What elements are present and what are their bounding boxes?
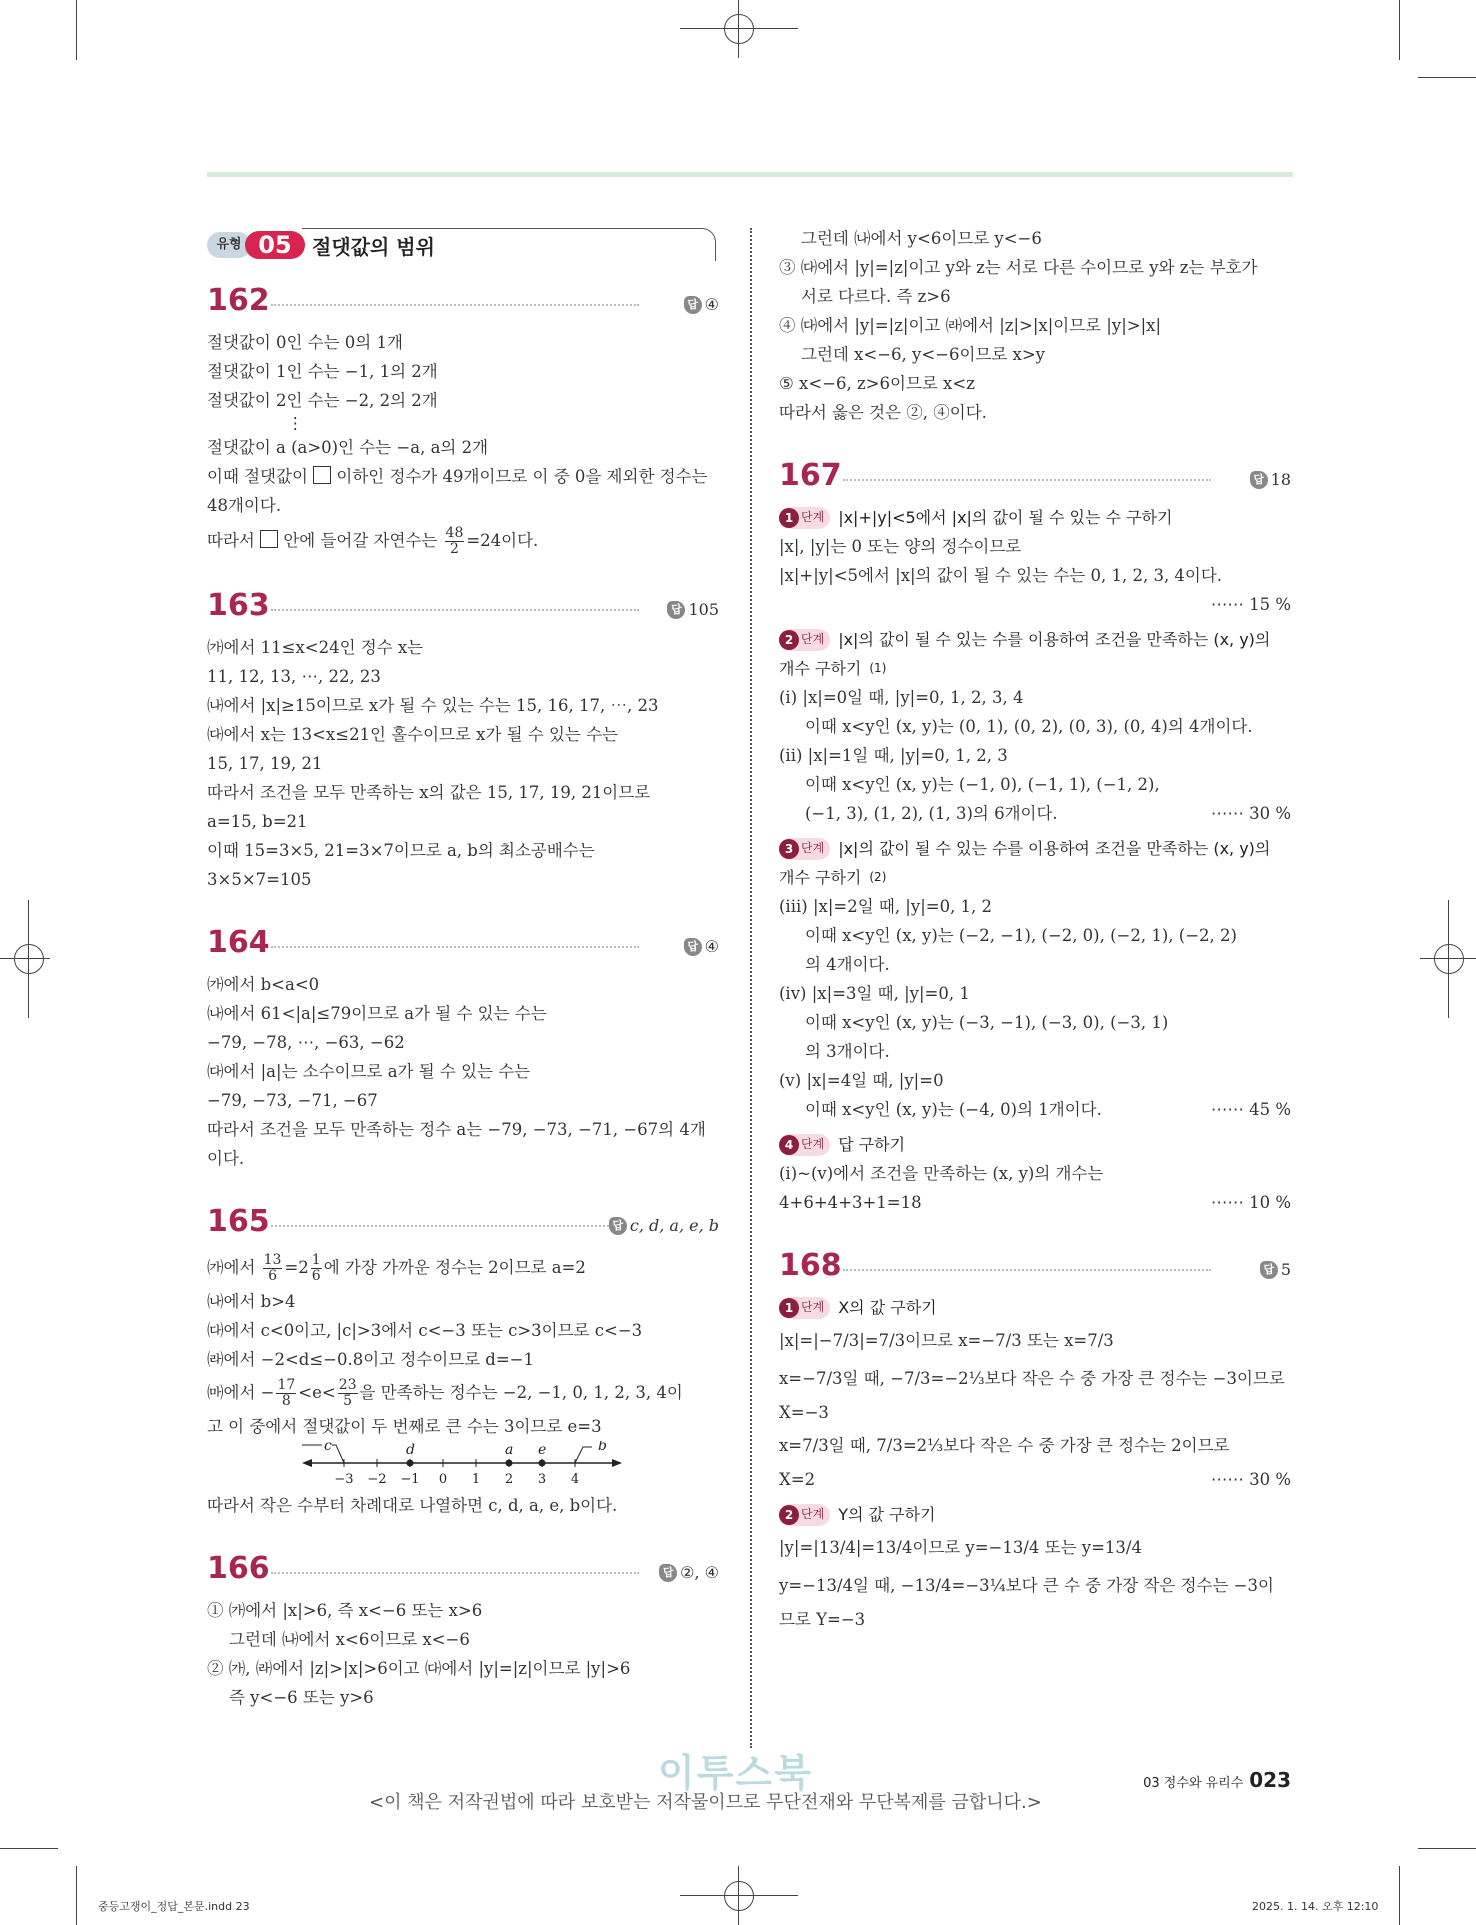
text-line: 따라서 조건을 모두 만족하는 x의 값은 15, 17, 19, 21이므로 xyxy=(207,783,651,802)
number-line-diagram xyxy=(302,1441,622,1491)
copyright-notice: <이 책은 저작권법에 따라 보호받는 저작물이므로 무단전재와 무단복제를 금합니다.> xyxy=(369,1792,1042,1813)
problem-number: 166 xyxy=(207,1551,270,1586)
problem-number: 167 xyxy=(779,458,842,493)
text-line: 이때 x<y인 (x, y)는 (−1, 0), (−1, 1), (−1, 2), xyxy=(805,775,1160,794)
answer xyxy=(1260,1255,1291,1284)
answer-value: ②, ④ xyxy=(680,1563,719,1582)
dotted-leader xyxy=(843,479,1211,481)
svg-text:c: c xyxy=(324,1441,332,1454)
text-line: 48개이다. xyxy=(207,496,282,515)
text-line: ⑤ x<−6, z>6이므로 x<z xyxy=(779,374,975,393)
text-line xyxy=(207,526,719,557)
text-line: (iii) |x|=2일 때, |y|=0, 1, 2 xyxy=(779,897,993,916)
fraction: $\frac{48}{2}$ xyxy=(445,525,464,557)
column-divider xyxy=(750,228,752,1748)
blank-box xyxy=(313,466,331,484)
step-title-continued: 개수 구하기 (1) xyxy=(779,659,887,678)
answer xyxy=(667,595,719,624)
text-line: 이때 15=3×5, 21=3×7이므로 a, b의 최소공배수는 xyxy=(207,841,595,860)
problem-162 xyxy=(207,280,719,557)
dotted-leader xyxy=(271,1225,609,1227)
text-line: 즉 y<−6 또는 y>6 xyxy=(229,1688,374,1707)
answer-icon: 답 xyxy=(684,938,702,956)
text-line: ㈏에서 |x|≥15이므로 x가 될 수 있는 수는 15, 16, 17, ⋯, 23 xyxy=(207,696,659,715)
step-badge: 1 단계 xyxy=(779,1297,830,1319)
step-title-continued: 개수 구하기 (2) xyxy=(779,868,887,887)
text-line: 그런데 ㈏에서 x<6이므로 x<−6 xyxy=(229,1630,470,1649)
step-2-heading xyxy=(779,1500,1291,1529)
dotted-leader xyxy=(843,1269,1211,1271)
svg-text:3: 3 xyxy=(537,1472,547,1487)
text-line: 따라서 작은 수부터 차례대로 나열하면 c, d, a, e, b이다. xyxy=(207,1496,618,1515)
registration-mark-icon xyxy=(724,1881,754,1911)
score-percent: ⋯⋯ 10 % xyxy=(1210,1193,1291,1212)
text-line: 절댓값이 1인 수는 −1, 1의 2개 xyxy=(207,362,438,381)
text-line: ㈏에서 61<|a|≤79이므로 a가 될 수 있는 수는 xyxy=(207,1004,547,1023)
svg-text:d: d xyxy=(406,1442,415,1458)
text-line: 따라서 조건을 모두 만족하는 정수 a는 −79, −73, −71, −67의 4개 xyxy=(207,1120,706,1139)
registration-mark-icon xyxy=(14,944,44,974)
problem-167 xyxy=(779,455,1291,1217)
text-line: ㈎에서 11≤x<24인 정수 x는 xyxy=(207,638,424,657)
text-line: 따라서 옳은 것은 ②, ④이다. xyxy=(779,403,987,422)
step-4-heading xyxy=(779,1130,1291,1159)
step-title: |x|+|y|<5에서 |x|의 값이 될 수 있는 수 구하기 xyxy=(838,508,1173,527)
crop-mark xyxy=(1399,1866,1400,1925)
problem-168 xyxy=(779,1245,1291,1634)
text-line: 므로 Y=−3 xyxy=(779,1610,866,1629)
file-slug: 중등고쟁이_정답_본문.indd 23 xyxy=(98,1900,250,1913)
text-line: 의 3개이다. xyxy=(805,1042,890,1061)
text-line: |x|+|y|<5에서 |x|의 값이 될 수 있는 수는 0, 1, 2, 3, 4이다. xyxy=(779,566,1223,585)
problem-number: 163 xyxy=(207,588,270,623)
problem-163 xyxy=(207,585,719,894)
text-line: (i) |x|=0일 때, |y|=0, 1, 2, 3, 4 xyxy=(779,688,1024,707)
step-3-heading xyxy=(779,834,1291,863)
vertical-ellipsis: ⋮ xyxy=(287,414,304,433)
answer-icon: 답 xyxy=(659,1564,677,1582)
number-line-icon xyxy=(302,1441,622,1491)
text-line: 15, 17, 19, 21 xyxy=(207,754,323,773)
answer-icon: 답 xyxy=(1250,471,1268,489)
svg-text:1: 1 xyxy=(471,1472,481,1487)
text-line: x=7/3일 때, 7/3=2⅓보다 작은 수 중 가장 큰 정수는 2이므로 xyxy=(779,1436,1230,1455)
answer xyxy=(609,1211,719,1240)
svg-text:2: 2 xyxy=(504,1472,514,1487)
dotted-leader xyxy=(271,609,639,611)
answer-icon: 답 xyxy=(684,296,702,314)
text-line: 이때 x<y인 (x, y)는 (−3, −1), (−3, 0), (−3, 1) xyxy=(805,1013,1169,1032)
section-title: 절댓값의 범위 xyxy=(312,235,435,259)
step-badge: 2 단계 xyxy=(779,629,830,651)
problem-number: 165 xyxy=(207,1204,270,1239)
text-line: 11, 12, 13, ⋯, 22, 23 xyxy=(207,667,381,686)
crop-mark xyxy=(1399,0,1400,60)
problem-number: 168 xyxy=(779,1248,842,1283)
text: 이때 절댓값이 xyxy=(207,467,308,486)
answer-icon: 답 xyxy=(1260,1261,1278,1279)
text-line: ④ ㈐에서 |y|=|z|이고 ㈑에서 |z|>|x|이므로 |y|>|x| xyxy=(779,316,1162,335)
step-title: 답 구하기 xyxy=(838,1135,906,1154)
step-title: |x|의 값이 될 수 있는 수를 이용하여 조건을 만족하는 (x, y)의 xyxy=(838,839,1271,858)
text-line: X=2 ⋯⋯ 30 % xyxy=(779,1465,1291,1494)
score-percent: ⋯⋯ 15 % xyxy=(1210,595,1291,614)
text-line: y=−13/4일 때, −13/4=−3¼보다 큰 수 중 가장 작은 정수는 −3이 xyxy=(779,1576,1274,1595)
registration-mark-icon xyxy=(1434,944,1464,974)
text-line: 그런데 ㈏에서 y<6이므로 y<−6 xyxy=(801,229,1042,248)
text-line: ㈐에서 x는 13<x≤21인 홀수이므로 x가 될 수 있는 수는 xyxy=(207,725,619,744)
score-percent: ⋯⋯ 30 % xyxy=(1210,804,1291,823)
crop-mark xyxy=(76,1866,77,1925)
type-number-pill: 05 xyxy=(245,231,305,259)
svg-text:0: 0 xyxy=(438,1472,448,1487)
text-line: x=−7/3일 때, −7/3=−2⅓보다 작은 수 중 가장 큰 정수는 −3이므로 xyxy=(779,1369,1285,1388)
text-line: (−1, 3), (1, 2), (1, 3)의 6개이다. ⋯⋯ 30 % xyxy=(779,799,1291,828)
dotted-leader xyxy=(271,304,639,306)
text-line: 절댓값이 a (a>0)인 수는 −a, a의 2개 xyxy=(207,438,489,457)
text-line: −79, −78, ⋯, −63, −62 xyxy=(207,1033,405,1052)
svg-text:b: b xyxy=(598,1441,607,1454)
score-percent: ⋯⋯ 30 % xyxy=(1210,1470,1291,1489)
text-line: |y|=|13/4|=13/4이므로 y=−13/4 또는 y=13/4 xyxy=(779,1538,1142,1557)
blank-box xyxy=(260,530,278,548)
text-line: ㈐에서 |a|는 소수이므로 a가 될 수 있는 수는 xyxy=(207,1062,531,1081)
text-line: 절댓값이 2인 수는 −2, 2의 2개 xyxy=(207,391,438,410)
text: 이하인 정수가 49개이므로 이 중 0을 제외한 정수는 xyxy=(336,467,708,486)
dotted-leader xyxy=(271,1572,639,1574)
step-title: |x|의 값이 될 수 있는 수를 이용하여 조건을 만족하는 (x, y)의 xyxy=(838,630,1271,649)
text-line: 서로 다르다. 즉 z>6 xyxy=(801,287,951,306)
text-line: ㈎에서 b<a<0 xyxy=(207,975,320,994)
text-line: −79, −73, −71, −67 xyxy=(207,1091,378,1110)
text-line: (iv) |x|=3일 때, |y|=0, 1 xyxy=(779,984,970,1003)
text: 따라서 xyxy=(207,531,255,550)
top-rule xyxy=(207,172,1293,177)
crop-mark xyxy=(1418,77,1476,78)
answer xyxy=(659,1558,719,1587)
step-1-heading xyxy=(779,1293,1291,1322)
text-line: ③ ㈐에서 |y|=|z|이고 y와 z는 서로 다른 수이므로 y와 z는 부호가 xyxy=(779,258,1258,277)
section-header xyxy=(207,228,719,264)
registration-mark-icon xyxy=(724,14,754,44)
text-line: 이때 x<y인 (x, y)는 (−4, 0)의 1개이다. ⋯⋯ 45 % xyxy=(779,1095,1291,1124)
text-line: ② ㈎, ㈑에서 |z|>|x|>6이고 ㈐에서 |y|=|z|이므로 |y|>6 xyxy=(207,1659,631,1678)
answer-value: 105 xyxy=(688,600,719,619)
answer-value: 18 xyxy=(1270,470,1291,489)
problem-166 xyxy=(207,1548,719,1712)
text-line: 4+6+4+3+1=18 ⋯⋯ 10 % xyxy=(779,1188,1291,1217)
text-line: 절댓값이 0인 수는 0의 1개 xyxy=(207,333,403,352)
answer-icon: 답 xyxy=(667,601,685,619)
text: =24이다. xyxy=(466,531,539,550)
text-line: (i)~(v)에서 조건을 만족하는 (x, y)의 개수는 xyxy=(779,1164,1104,1183)
publisher-watermark: 이투스북 xyxy=(658,1751,813,1795)
svg-text:e: e xyxy=(538,1442,547,1458)
step-badge: 1 단계 xyxy=(779,507,830,529)
step-title: X의 값 구하기 xyxy=(838,1298,937,1317)
answer-icon: 답 xyxy=(609,1217,627,1235)
text-line: ㈒에서 − $\frac{17}{8}$ <e< $\frac{23}{5}$ 을 만족하는 정수는 −2, −1, 0, 1, 2, 3, 4이 xyxy=(207,1377,683,1409)
text-line: 의 4개이다. xyxy=(805,955,890,974)
text-line: (v) |x|=4일 때, |y|=0 xyxy=(779,1071,944,1090)
crop-mark xyxy=(76,0,77,60)
svg-text:−2: −2 xyxy=(367,1472,387,1487)
crop-mark xyxy=(1418,1848,1476,1849)
answer-value: ④ xyxy=(704,295,719,314)
step-badge: 4 단계 xyxy=(779,1134,830,1156)
problem-166-continued xyxy=(779,224,1291,427)
text-line: ㈑에서 −2<d≤−0.8이고 정수이므로 d=−1 xyxy=(207,1350,534,1369)
score-percent: ⋯⋯ 45 % xyxy=(1210,1100,1291,1119)
text-line: ㈐에서 c<0이고, |c|>3에서 c<−3 또는 c>3이므로 c<−3 xyxy=(207,1321,643,1340)
svg-text:−1: −1 xyxy=(400,1472,420,1487)
answer-value: ④ xyxy=(704,937,719,956)
text-line: 3×5×7=105 xyxy=(207,870,312,889)
text-line: ㈏에서 b>4 xyxy=(207,1292,296,1311)
text-line: ① ㈎에서 |x|>6, 즉 x<−6 또는 x>6 xyxy=(207,1601,483,1620)
problem-165 xyxy=(207,1201,719,1520)
svg-text:a: a xyxy=(505,1442,514,1458)
right-column xyxy=(779,224,1291,1634)
step-badge: 3 단계 xyxy=(779,838,830,860)
answer xyxy=(1250,465,1291,494)
text-line: |x|=|−7/3|=7/3이므로 x=−7/3 또는 x=7/3 xyxy=(779,1331,1114,1350)
text-line: X=−3 xyxy=(779,1403,829,1422)
text-line: 그런데 x<−6, y<−6이므로 x>y xyxy=(801,345,1045,364)
step-title: Y의 값 구하기 xyxy=(838,1505,936,1524)
chapter-label: 03 정수와 유리수 xyxy=(1143,1776,1244,1791)
text-line: |x|, |y|는 0 또는 양의 정수이므로 xyxy=(779,537,1022,556)
text-line: 이때 x<y인 (x, y)는 (0, 1), (0, 2), (0, 3), (0, 4)의 4개이다. xyxy=(805,717,1253,736)
answer xyxy=(684,932,719,961)
type-pill: 유형 xyxy=(207,232,251,258)
text: 안에 들어갈 자연수는 xyxy=(283,531,438,550)
left-column xyxy=(207,280,719,1712)
text-line: ㈎에서 $\frac{13}{6}$ =2 $\frac{1}{6}$ 에 가장 가까운 정수는 2이므로 a=2 xyxy=(207,1252,586,1284)
dotted-leader xyxy=(271,946,639,948)
step-badge: 2 단계 xyxy=(779,1504,830,1526)
page-number: 023 xyxy=(1249,1768,1291,1792)
problem-number: 164 xyxy=(207,925,270,960)
step-1-heading xyxy=(779,503,1291,532)
text-line: (ii) |x|=1일 때, |y|=0, 1, 2, 3 xyxy=(779,746,1008,765)
answer-value: c, d, a, e, b xyxy=(629,1216,719,1235)
problem-number: 162 xyxy=(207,283,270,318)
text-line: 고 이 중에서 절댓값이 두 번째로 큰 수는 3이므로 e=3 xyxy=(207,1417,602,1436)
page-label xyxy=(1143,1768,1291,1792)
crop-mark xyxy=(0,1848,58,1849)
date-slug: 2025. 1. 14. 오후 12:10 xyxy=(1252,1900,1379,1913)
text-line: 이다. xyxy=(207,1149,245,1168)
problem-164 xyxy=(207,922,719,1173)
text-line: a=15, b=21 xyxy=(207,812,308,831)
answer xyxy=(684,290,719,319)
text-line xyxy=(207,462,719,491)
text-line: 이때 x<y인 (x, y)는 (−2, −1), (−2, 0), (−2, 1), (−2, 2) xyxy=(805,926,1237,945)
answer-value: 5 xyxy=(1280,1260,1291,1279)
step-2-heading xyxy=(779,625,1291,654)
svg-text:4: 4 xyxy=(570,1472,580,1487)
svg-text:−3: −3 xyxy=(334,1472,354,1487)
